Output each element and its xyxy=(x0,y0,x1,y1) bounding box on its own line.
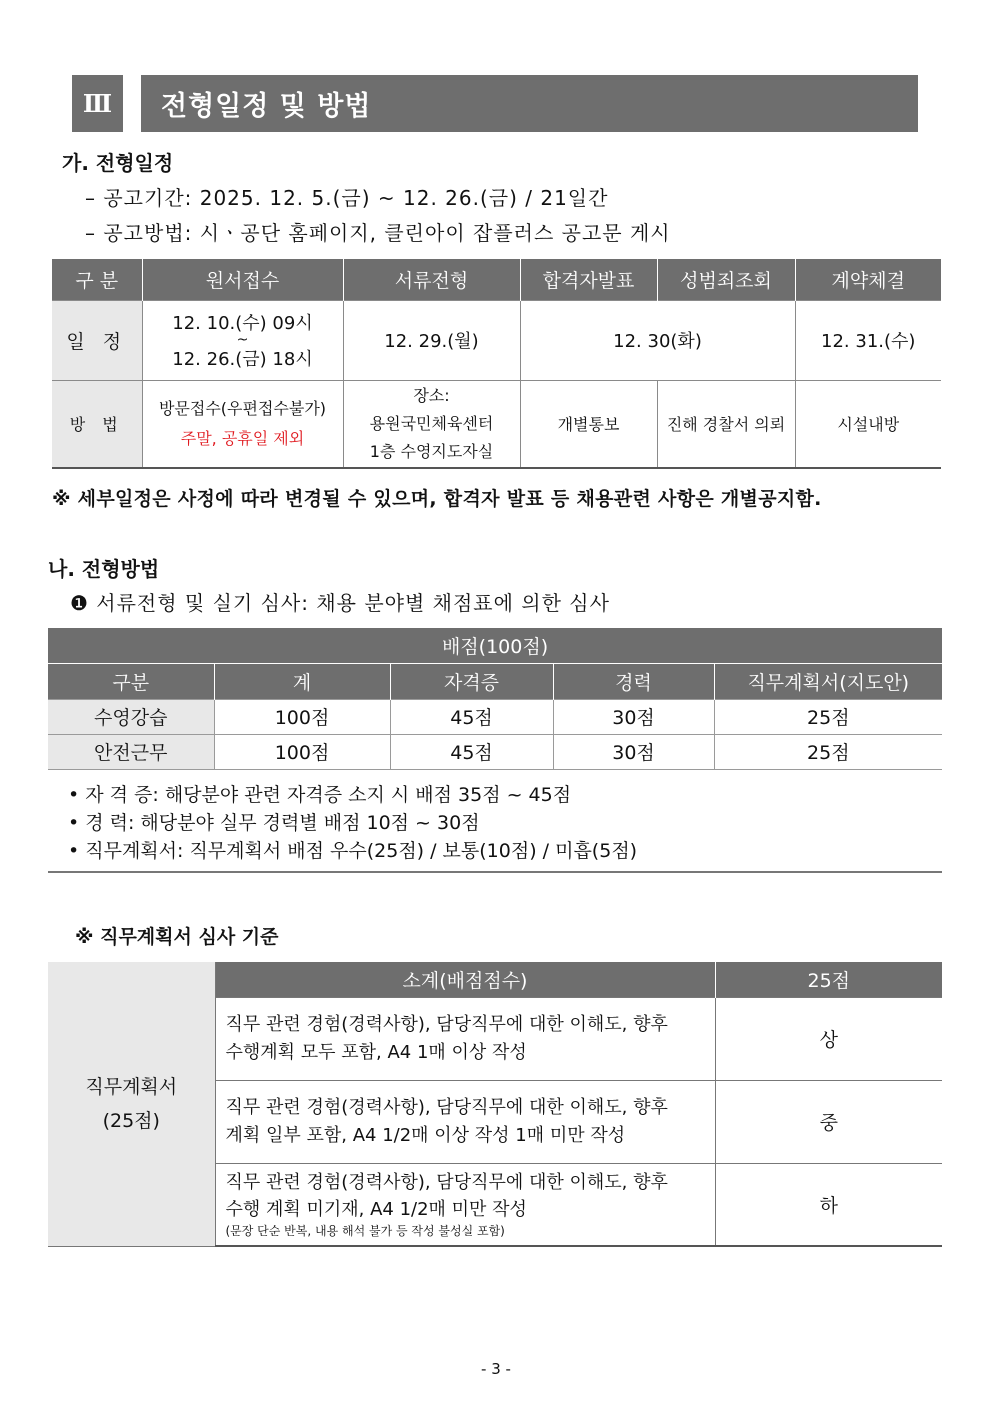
header-cell: 자격증 xyxy=(390,663,553,699)
schedule-method-row xyxy=(52,380,941,468)
table-cell: 25점 xyxy=(714,699,942,734)
schedule-header-row xyxy=(52,259,941,300)
header-cell: 직무계획서(지도안) xyxy=(714,663,942,699)
header-cell: 계약체결 xyxy=(795,259,941,300)
contract-date: 12. 31.(수) xyxy=(795,300,941,380)
receipt-exception: 주말, 공휴일 제외 xyxy=(180,428,305,448)
header-cell: 구 분 xyxy=(52,259,142,300)
receipt-end: 12. 26.(금) 18시 xyxy=(172,349,313,370)
score-title: 배점(100점) xyxy=(48,628,942,663)
desc-line: 직무 관련 경험(경력사항), 담당직무에 대한 이해도, 향후 xyxy=(225,1172,668,1194)
receipt-method: 방문접수(우편접수불가) xyxy=(158,398,327,418)
criteria-header-row xyxy=(48,962,942,997)
desc-line: 직무 관련 경험(경력사항), 담당직무에 대한 이해도, 향후 xyxy=(225,1096,668,1118)
document-method-cell xyxy=(343,380,520,468)
schedule-date-row xyxy=(52,300,941,380)
criteria-title: ※ 직무계획서 심사 기준 xyxy=(75,926,279,948)
table-cell: 수영강습 xyxy=(48,699,214,734)
score-notes xyxy=(48,772,942,873)
row-label: 방 법 xyxy=(52,380,142,468)
schedule-period-line: – 공고기간: 2025. 12. 5.(금) ~ 12. 26.(금) / 21일간 xyxy=(85,186,609,210)
desc-line: 수행 계획 미기재, A4 1/2매 미만 작성 xyxy=(225,1199,527,1221)
receipt-method-cell xyxy=(142,380,343,468)
criteria-label-score: (25점) xyxy=(102,1109,160,1132)
table-row xyxy=(48,699,942,734)
criteria-label xyxy=(48,962,215,1246)
section-header xyxy=(72,75,918,132)
schedule-notice: ※ 세부일정은 사정에 따라 변경될 수 있으며, 합격자 발표 등 채용관련 사항은 개별공지함. xyxy=(52,488,822,510)
criteria-grade: 중 xyxy=(715,1080,942,1163)
header-cell: 서류전형 xyxy=(343,259,520,300)
criteria-table xyxy=(48,962,942,1247)
desc-line: 수행계획 모두 포함, A4 1매 이상 작성 xyxy=(225,1041,527,1063)
criteria-desc xyxy=(215,1163,715,1246)
table-cell: 100점 xyxy=(214,734,390,769)
header-cell: 경력 xyxy=(553,663,714,699)
criteria-label-name: 직무계획서 xyxy=(85,1075,178,1098)
contract-method: 시설내방 xyxy=(795,380,941,468)
method-line: ❶ 서류전형 및 실기 심사: 채용 분야별 채점표에 의한 심사 xyxy=(70,591,610,615)
score-title-row xyxy=(48,628,942,663)
doc-place-label: 장소: xyxy=(413,385,450,405)
header-cell: 계 xyxy=(214,663,390,699)
section-number: Ⅲ xyxy=(72,75,123,132)
criteria-desc xyxy=(215,1080,715,1163)
header-cell: 성범죄조회 xyxy=(657,259,795,300)
doc-place-name: 용원국민체육센터 xyxy=(369,413,494,433)
section-title: 전형일정 및 방법 xyxy=(141,75,918,132)
table-cell: 30점 xyxy=(553,699,714,734)
desc-line: 계획 일부 포함, A4 1/2매 이상 작성 1매 미만 작성 xyxy=(225,1124,626,1146)
schedule-table xyxy=(52,259,941,469)
method-heading: 나. 전형방법 xyxy=(48,557,160,581)
doc-place-room: 1층 수영지도자실 xyxy=(369,441,494,461)
table-cell: 25점 xyxy=(714,734,942,769)
note-license: • 자 격 증: 해당분야 관련 자격증 소지 시 배점 35점 ~ 45점 xyxy=(68,784,572,806)
schedule-heading: 가. 전형일정 xyxy=(62,151,174,175)
table-cell: 100점 xyxy=(214,699,390,734)
table-row xyxy=(48,734,942,769)
receipt-date-cell xyxy=(142,300,343,380)
desc-note: (문장 단순 반복, 내용 해석 불가 등 작성 불성실 포함) xyxy=(225,1224,505,1239)
announce-date: 12. 30(화) xyxy=(520,300,795,380)
table-cell: 45점 xyxy=(390,734,553,769)
criteria-desc xyxy=(215,997,715,1080)
page-number: - 3 - xyxy=(481,1360,511,1378)
announce-method: 개별통보 xyxy=(520,380,657,468)
table-cell: 45점 xyxy=(390,699,553,734)
score-header-row xyxy=(48,663,942,699)
table-cell: 30점 xyxy=(553,734,714,769)
criteria-header-score: 25점 xyxy=(715,962,942,997)
desc-line: 직무 관련 경험(경력사항), 담당직무에 대한 이해도, 향후 xyxy=(225,1013,668,1035)
check-method: 진해 경찰서 의뢰 xyxy=(657,380,795,468)
row-label: 일 정 xyxy=(52,300,142,380)
note-career: • 경 력: 해당분야 실무 경력별 배점 10점 ~ 30점 xyxy=(68,812,480,834)
receipt-tilde: ~ xyxy=(236,332,249,348)
header-cell: 구분 xyxy=(48,663,214,699)
criteria-grade: 하 xyxy=(715,1163,942,1246)
header-cell: 합격자발표 xyxy=(520,259,657,300)
schedule-method-line: – 공고방법: 시ㆍ공단 홈페이지, 클린아이 잡플러스 공고문 게시 xyxy=(85,221,671,245)
header-cell: 원서접수 xyxy=(142,259,343,300)
note-plan: • 직무계획서: 직무계획서 배점 우수(25점) / 보통(10점) / 미흡(5점) xyxy=(68,840,638,862)
table-cell: 안전근무 xyxy=(48,734,214,769)
criteria-header-desc: 소계(배점점수) xyxy=(215,962,715,997)
criteria-grade: 상 xyxy=(715,997,942,1080)
receipt-start: 12. 10.(수) 09시 xyxy=(172,313,313,334)
document-date: 12. 29.(월) xyxy=(343,300,520,380)
score-table xyxy=(48,628,942,770)
